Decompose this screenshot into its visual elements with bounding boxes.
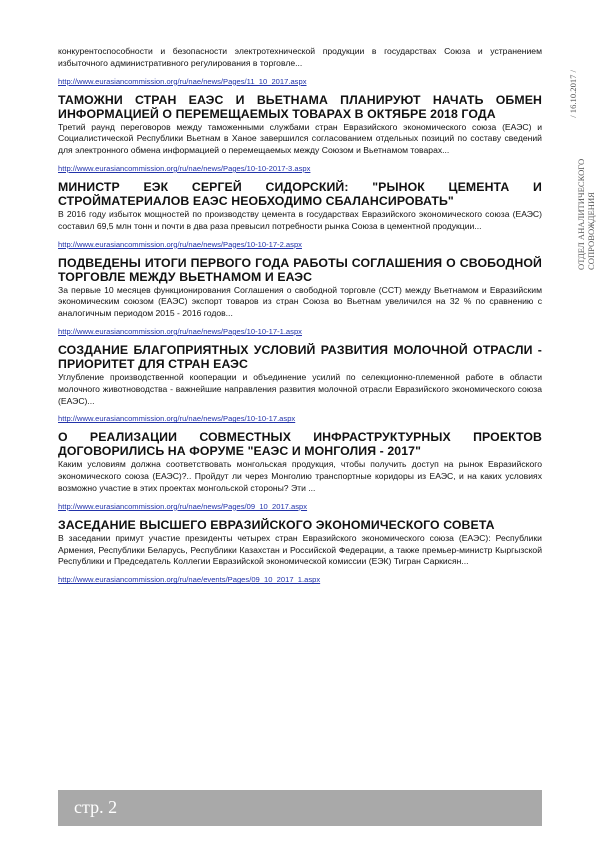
article-link[interactable]: http://www.eurasiancommission.org/ru/nae/events/Pages/09_10_2017_1.aspx <box>58 575 321 585</box>
side-department: ОТДЕЛ АНАЛИТИЧЕСКОГО СОПРОВОЖДЕНИЯ <box>576 158 596 270</box>
page-number: стр. 2 <box>74 797 118 817</box>
news-article <box>58 518 542 585</box>
article-link[interactable]: http://www.eurasiancommission.org/ru/nae/news/Pages/10-10-17-2.aspx <box>58 239 302 249</box>
document-content <box>58 46 542 591</box>
article-link[interactable]: http://www.eurasiancommission.org/ru/nae/news/Pages/09_10_2017.aspx <box>58 501 308 511</box>
footer-bar <box>58 790 542 826</box>
news-article <box>58 256 542 337</box>
article-title: СОЗДАНИЕ БЛАГОПРИЯТНЫХ УСЛОВИЙ РАЗВИТИЯ МОЛОЧНОЙ ОТРАСЛИ - ПРИОРИТЕТ ДЛЯ СТРАН ЕАЭС <box>58 342 542 371</box>
news-article <box>58 343 542 424</box>
article-body: За первые 10 месяцев функционирования Соглашения о свободной торговле (ССТ) между Вьетнамом и Евразийским экономическим союзом (ЕАЭС) экспорт товаров из стран Союза во Вьетнам увеличился на 32 % по сравнению с аналогичным периодом 2015 - 2016 годов... <box>58 284 542 319</box>
article-body: В заседании примут участие президенты четырех стран Евразийского экономического союза (ЕАЭС): Республики Армения, Республики Беларусь, Республики Казахстан и Российской Федерации, а также премьер-министр Кыргызской Республики и Председатель Коллегии Евразийской экономической комиссии (ЕЭК) Тигран Саркисян... <box>58 532 542 567</box>
article-title: МИНИСТР ЕЭК СЕРГЕЙ СИДОРСКИЙ: "РЫНОК ЦЕМЕНТА И СТРОЙМАТЕРИАЛОВ ЕАЭС НЕОБХОДИМО СБАЛАНСИРОВАТЬ" <box>58 179 542 208</box>
side-date: / 16.10.2017 / <box>568 70 578 118</box>
intro-link[interactable]: http://www.eurasiancommission.org/ru/nae/news/Pages/11_10_2017.aspx <box>58 76 307 86</box>
article-link[interactable]: http://www.eurasiancommission.org/ru/nae/news/Pages/10-10-17-1.aspx <box>58 326 302 336</box>
article-link[interactable]: http://www.eurasiancommission.org/ru/nae/news/Pages/10-10-2017-3.aspx <box>58 163 311 173</box>
article-body: Углубление производственной кооперации и объединение усилий по селекционно-племенной работе в области молочного животноводства - важнейшие направления развития молочной отрасли Евразийского экономического союза (ЕАЭС)... <box>58 371 542 406</box>
intro-text: конкурентоспособности и безопасности электротехнической продукции в государствах Союза и устранением избыточного административного регулирования в торговле... <box>58 46 542 68</box>
article-title: ЗАСЕДАНИЕ ВЫСШЕГО ЕВРАЗИЙСКОГО ЭКОНОМИЧЕСКОГО СОВЕТА <box>58 517 495 532</box>
article-title: ПОДВЕДЕНЫ ИТОГИ ПЕРВОГО ГОДА РАБОТЫ СОГЛАШЕНИЯ О СВОБОДНОЙ ТОРГОВЛЕ МЕЖДУ ВЬЕТНАМОМ И ЕАЭС <box>58 255 542 284</box>
news-article <box>58 180 542 250</box>
news-article <box>58 93 542 174</box>
article-body: Каким условиям должна соответствовать монгольская продукция, чтобы получить доступ на рынок Евразийского экономического союза (ЕАЭС)?.. Пройдут ли через Монголию транспортные коридоры из ЕАЭС, и на каких условиях возможно участие в этих проектах монгольской стороны? Эти ... <box>58 459 542 493</box>
article-title: О РЕАЛИЗАЦИИ СОВМЕСТНЫХ ИНФРАСТРУКТУРНЫХ ПРОЕКТОВ ДОГОВОРИЛИСЬ НА ФОРУМЕ "ЕАЭС И МОНГОЛИЯ - 2017" <box>58 430 542 459</box>
news-article <box>58 430 542 511</box>
side-header <box>560 70 600 270</box>
article-title: ТАМОЖНИ СТРАН ЕАЭС И ВЬЕТНАМА ПЛАНИРУЮТ НАЧАТЬ ОБМЕН ИНФОРМАЦИЕЙ О ПЕРЕМЕЩАЕМЫХ ТОВАРАХ В ОКТЯБРЕ 2018 ГОДА <box>58 92 542 121</box>
article-link[interactable]: http://www.eurasiancommission.org/ru/nae/news/Pages/10-10-17.aspx <box>58 414 296 424</box>
article-body: Третий раунд переговоров между таможенными службами стран Евразийского экономического союза (ЕАЭС) и Социалистической Республики Вьетнам в Ханое завершился согласованием отдельных позиций по составу сведений для электронного обмена информацией о перемещаемых между Союзом и Вьетнамом товарах... <box>58 121 542 156</box>
article-body: В 2016 году избыток мощностей по производству цемента в государствах Евразийского экономического союза (ЕАЭС) составил 69,5 млн тонн и почти в два раза превысил потребности рынка Союза в цементной продукции... <box>58 208 542 231</box>
